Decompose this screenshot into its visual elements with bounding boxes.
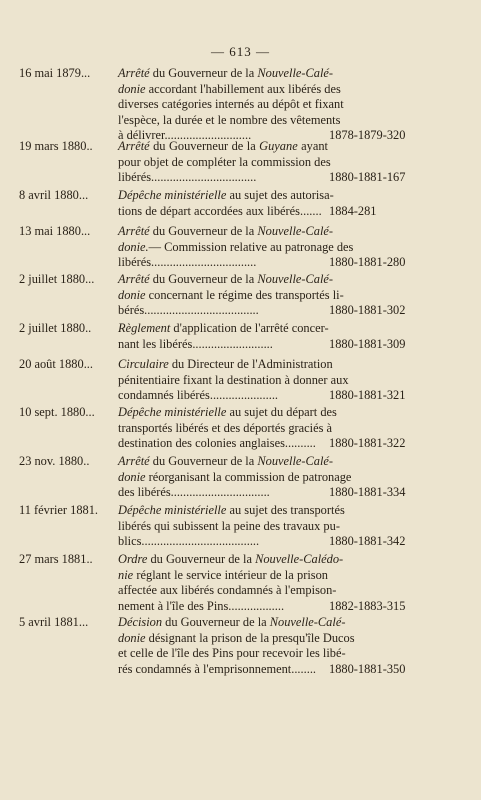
- entry-line: [118, 469, 352, 486]
- entry-line: [118, 170, 328, 186]
- line-text: condamnés libérés......................: [118, 388, 279, 403]
- italic-term: nie: [118, 567, 134, 582]
- italic-term: Ordre: [118, 552, 148, 566]
- italic-term: Règlement: [118, 321, 171, 335]
- entry-line: [118, 405, 337, 421]
- line-text: tions de départ accordées aux libérés.......: [118, 203, 322, 218]
- line-text: du Gouverneur de la: [162, 615, 270, 629]
- line-text: du Gouverneur de la: [149, 272, 258, 286]
- entry-reference: 1880-1881-322: [329, 436, 406, 451]
- entry-line: [118, 139, 328, 155]
- page-number: — 613 —: [211, 44, 270, 59]
- line-text: du Gouverneur de la: [149, 224, 258, 238]
- entry-date: 5 avril 1881...: [19, 615, 89, 629]
- entry-date: 11 février 1881.: [19, 503, 99, 517]
- line-text: concernant le régime des transportés li-: [145, 287, 344, 302]
- entry-description: [118, 321, 328, 352]
- entry-line: [118, 662, 328, 678]
- line-text: du Gouverneur de la: [149, 454, 258, 468]
- line-text: bérés.....................................: [118, 303, 259, 318]
- entry-reference: 1880-1881-280: [329, 255, 406, 270]
- entry-description: [118, 357, 349, 404]
- italic-term: Arrêté: [118, 139, 150, 153]
- entry-reference: 1880-1881-350: [329, 661, 406, 676]
- entry-line: [118, 224, 334, 240]
- entry-line: [118, 372, 349, 389]
- line-text: nant les libérés..........................: [118, 336, 273, 351]
- entry-line: [118, 518, 340, 535]
- line-text: accordant l'habillement aux libérés des: [145, 81, 341, 96]
- line-text: désignant la prison de la presqu'île Ducos: [145, 630, 355, 645]
- entry-date: 13 mai 1880...: [19, 224, 91, 238]
- line-text: destination des colonies anglaises..........: [118, 436, 316, 451]
- entry-line: [118, 81, 341, 98]
- italic-term: donie: [118, 81, 146, 96]
- line-text: au sujet du départ des: [226, 405, 337, 419]
- entry-description: [118, 66, 344, 144]
- italic-term: Nouvelle-Calédo-: [255, 552, 344, 566]
- line-text: du Directeur de l'Administration: [168, 357, 333, 371]
- italic-term: Nouvelle-Calé-: [257, 224, 334, 238]
- entry-reference: 1880-1881-302: [329, 303, 406, 318]
- line-text: du Gouverneur de la: [149, 66, 258, 80]
- line-text: transportés libérés et des déportés graciés à: [118, 420, 332, 435]
- entry-line: [118, 204, 328, 220]
- entry-line: [118, 534, 328, 550]
- line-text: réglant le service intérieur de la prison: [133, 567, 328, 582]
- italic-term: Nouvelle-Calé-: [257, 272, 334, 286]
- entry-description: [118, 188, 334, 219]
- line-text: libérés qui subissent la peine des travaux pu-: [118, 518, 340, 533]
- italic-term: Arrêté: [118, 66, 150, 80]
- entry-reference: 1880-1881-309: [329, 336, 406, 351]
- italic-term: Arrêté: [118, 224, 150, 238]
- italic-term: Décision: [118, 615, 163, 629]
- line-text: — Commission relative au patronage des: [148, 239, 354, 254]
- line-text: du Gouverneur de la: [147, 552, 256, 566]
- entry-description: [118, 224, 354, 271]
- entry-line: [118, 272, 334, 288]
- italic-term: donie.: [118, 239, 149, 254]
- entry-date: 2 juillet 1880..: [19, 321, 92, 335]
- entry-line: [118, 503, 345, 519]
- entry-line: [118, 646, 346, 662]
- entry-date: 27 mars 1881..: [19, 552, 93, 566]
- entry-line: [118, 66, 334, 82]
- line-text: à délivrer............................: [118, 128, 252, 143]
- entry-line: [118, 239, 354, 256]
- entry-date: 19 mars 1880..: [19, 139, 93, 153]
- entry-description: [118, 139, 331, 186]
- entry-description: [118, 552, 344, 614]
- italic-term: Nouvelle-Calé-: [257, 66, 334, 80]
- entry-description: [118, 615, 355, 677]
- entry-line: [118, 154, 331, 171]
- line-text: blics......................................: [118, 534, 260, 549]
- italic-term: Arrêté: [118, 272, 150, 286]
- line-text: d'application de l'arrêté concer-: [170, 321, 329, 335]
- entry-line: [118, 287, 344, 304]
- line-text: pour objet de compléter la commission des: [118, 154, 331, 169]
- entry-line: [118, 583, 337, 599]
- italic-term: donie: [118, 287, 146, 302]
- line-text: libérés..................................: [118, 170, 257, 185]
- italic-term: Dépêche ministérielle: [118, 503, 227, 517]
- entry-line: [118, 485, 328, 501]
- entry-date: 8 avril 1880...: [19, 188, 89, 202]
- line-text: ayant: [297, 139, 328, 153]
- entry-line: [118, 255, 328, 271]
- italic-term: donie: [118, 469, 146, 484]
- entry-reference: 1882-1883-315: [329, 598, 406, 613]
- entry-date: 20 août 1880...: [19, 357, 93, 371]
- entry-line: [118, 552, 344, 568]
- entry-description: [118, 503, 345, 550]
- line-text: nement à l'île des Pins..................: [118, 598, 285, 613]
- entry-line: [118, 188, 334, 204]
- entry-date: 10 sept. 1880...: [19, 405, 95, 419]
- line-text: l'espèce, la durée et le nombre des vêtements: [118, 112, 341, 127]
- line-text: du Gouverneur de la: [149, 139, 260, 153]
- italic-term: Dépêche ministérielle: [118, 405, 227, 419]
- entry-reference: 1880-1881-321: [329, 388, 406, 403]
- entry-line: [118, 615, 346, 631]
- line-text: réorganisant la commission de patronage: [145, 469, 352, 484]
- entry-line: [118, 357, 333, 373]
- line-text: au sujet des transportés: [226, 503, 345, 517]
- entry-line: [118, 630, 355, 647]
- line-text: affectée aux libérés condamnés à l'empison-: [118, 583, 337, 598]
- entry-date: 16 mai 1879...: [19, 66, 91, 80]
- entry-date: 2 juillet 1880...: [19, 272, 95, 286]
- italic-term: Nouvelle-Calé-: [269, 615, 346, 629]
- entry-line: [118, 454, 334, 470]
- entry-reference: 1880-1881-167: [329, 170, 406, 185]
- entry-line: [118, 337, 328, 353]
- entry-line: [118, 568, 328, 584]
- entry-line: [118, 436, 328, 452]
- entry-date: 23 nov. 1880..: [19, 454, 90, 468]
- italic-term: Circulaire: [118, 357, 169, 371]
- entry-reference: 1880-1881-342: [329, 534, 406, 549]
- entry-reference: 1878-1879-320: [329, 128, 406, 143]
- italic-term: Guyane: [259, 139, 298, 153]
- entry-line: [118, 599, 328, 615]
- line-text: diverses catégories internés au dépôt et fixant: [118, 97, 344, 112]
- entry-reference: 1880-1881-334: [329, 485, 406, 500]
- italic-term: donie: [118, 630, 146, 645]
- entry-line: [118, 303, 328, 319]
- entry-line: [118, 321, 328, 337]
- line-text: et celle de l'île des Pins pour recevoir les libé-: [118, 646, 346, 661]
- italic-term: Nouvelle-Calé-: [257, 454, 334, 468]
- entry-line: [118, 420, 332, 437]
- italic-term: Arrêté: [118, 454, 150, 468]
- line-text: rés condamnés à l'emprisonnement........: [118, 661, 317, 676]
- entry-line: [118, 388, 328, 404]
- line-text: libérés..................................: [118, 255, 257, 270]
- entry-description: [118, 272, 344, 319]
- entry-description: [118, 405, 337, 452]
- entry-description: [118, 454, 352, 501]
- line-text: au sujet des autorisa-: [226, 188, 334, 202]
- italic-term: Dépêche ministérielle: [118, 188, 227, 202]
- entry-line: [118, 97, 344, 113]
- line-text: pénitentiaire fixant la destination à donner aux: [118, 372, 349, 387]
- entry-line: [118, 112, 341, 129]
- entry-reference: 1884-281: [329, 203, 377, 218]
- line-text: des libérés................................: [118, 485, 270, 500]
